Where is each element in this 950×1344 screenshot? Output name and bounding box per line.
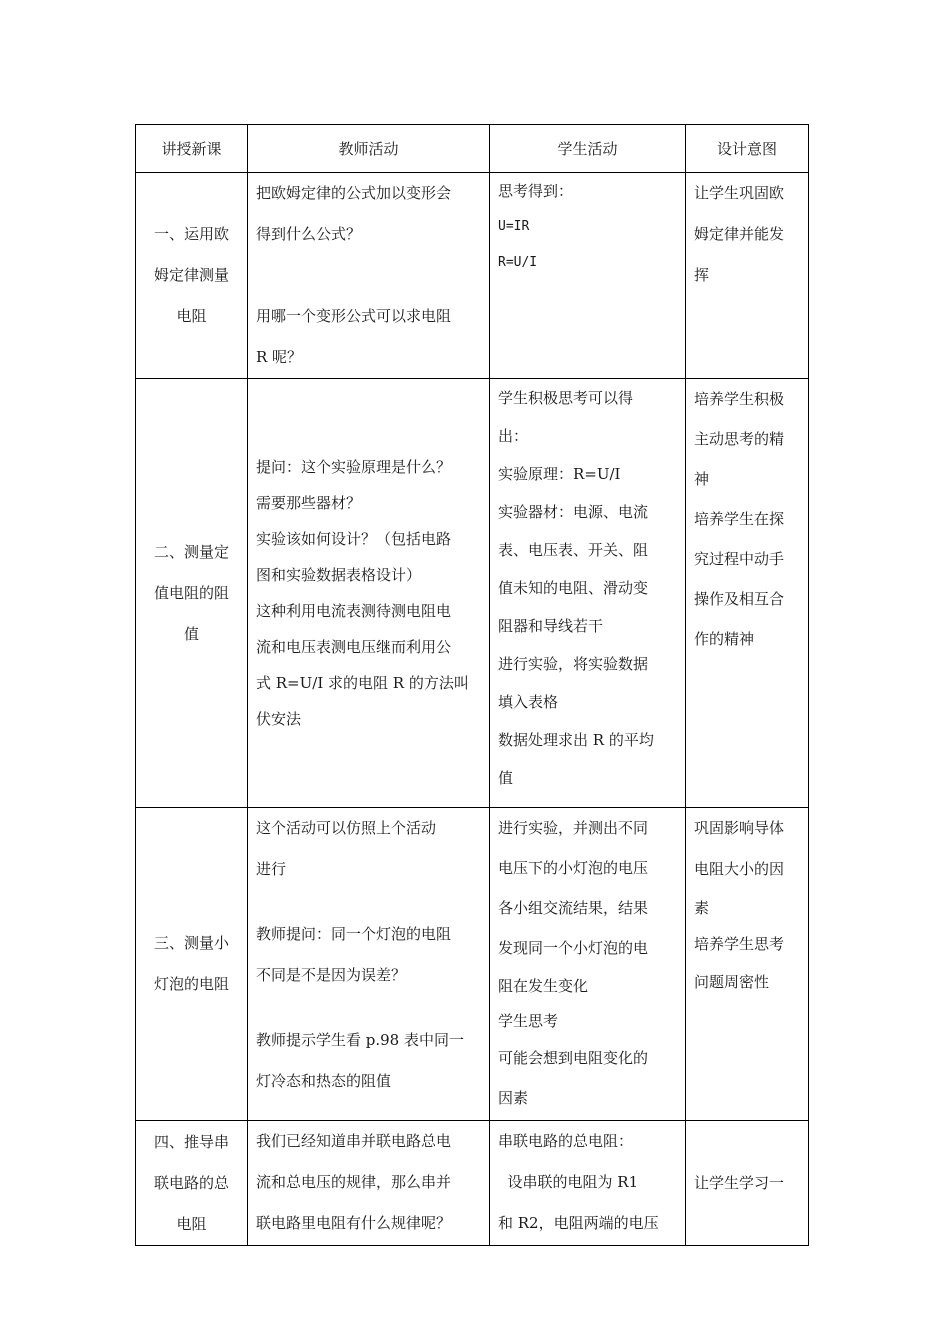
table-row [136,1121,809,1246]
intent-line: 究过程中动手 [694,550,785,568]
section-cell [136,808,248,1121]
teacher-line: 流和电压表测电压继而利用公 [256,638,452,656]
intent-line: 问题周密性 [694,973,770,991]
intent-line: 让学生巩固欧 [694,184,785,202]
teacher-line: 这个活动可以仿照上个活动 [256,819,437,837]
teacher-activity-cell [248,173,490,379]
section-line: 电阻 [176,1214,207,1233]
teacher-line: 图和实验数据表格设计） [256,566,422,584]
student-line: 阻器和导线若干 [498,617,604,635]
student-line: 进行实验，将实验数据 [498,655,649,673]
section-line: 四、推导串 [153,1132,229,1151]
section-line: 姆定律测量 [153,266,229,284]
intent-line: 挥 [694,266,710,284]
student-line: 实验器材：电源、电流 [498,503,649,521]
student-line: U=IR [498,219,530,234]
teacher-line: 伏安法 [256,710,302,728]
student-line: 学生积极思考可以得 [498,389,634,407]
section-cell [136,173,248,379]
teacher-line: 把欧姆定律的公式加以变形会 [256,184,452,202]
intent-line: 电阻大小的因 [694,860,785,878]
design-intent-cell [686,379,809,808]
design-intent-cell [686,1121,809,1246]
intent-line: 作的精神 [694,630,755,648]
student-line: 值未知的电阻、滑动变 [498,579,649,597]
student-line: 表、电压表、开关、阻 [498,541,649,559]
intent-line: 操作及相互合 [694,590,785,608]
teacher-line [256,996,481,1020]
teacher-line [256,890,481,914]
student-line: 可能会想到电阻变化的 [498,1049,649,1067]
teacher-line: R 呢？ [256,348,303,366]
student-activity-cell [490,173,686,379]
teacher-line: 需要那些器材？ [256,494,362,512]
intent-line: 主动思考的精 [694,430,785,448]
section-line: 二、测量定 [153,542,229,561]
lesson-plan-table [135,124,809,1246]
teacher-line: 进行 [256,860,287,878]
teacher-line: 不同是不是因为误差？ [256,966,407,984]
intent-line: 姆定律并能发 [694,225,785,243]
student-line: 串联电路的总电阻： [498,1132,634,1150]
teacher-line [256,255,481,296]
design-intent-cell [686,173,809,379]
teacher-line: 实验该如何设计？（包括电路 [256,530,452,548]
section-cell [136,379,248,808]
teacher-activity-cell [248,1121,490,1246]
section-line: 一、运用欧 [153,225,229,243]
table-header-row [136,125,809,173]
table-row [136,173,809,379]
student-line: 值 [498,769,514,787]
header-design-intent: 设计意图 [686,125,809,173]
intent-line: 培养学生在探 [694,510,785,528]
student-line: 和 R2，电阻两端的电压 [498,1214,659,1232]
student-line: 因素 [498,1089,529,1107]
student-line: 学生思考 [498,1012,559,1030]
intent-line: 素 [694,899,710,917]
header-student-activity: 学生活动 [490,125,686,173]
teacher-line: 流和总电压的规律，那么串并 [256,1173,452,1191]
teacher-line: 教师提示学生看 p.98 表中同一 [256,1031,464,1049]
teacher-line: 联电路里电阻有什么规律呢？ [256,1214,452,1232]
teacher-line: 提问：这个实验原理是什么？ [256,458,452,476]
section-line: 值 [183,624,199,643]
student-line: 填入表格 [498,693,559,711]
student-activity-cell [490,808,686,1121]
student-line: 各小组交流结果，结果 [498,899,649,917]
section-line: 值电阻的阻 [153,583,229,602]
teacher-line: 式 R=U/I 求的电阻 R 的方法叫 [256,674,469,692]
student-line: 出： [498,427,529,445]
student-activity-cell [490,379,686,808]
student-line: 思考得到： [498,182,574,200]
section-line: 联电路的总 [153,1173,229,1192]
teacher-line: 这种利用电流表测待测电阻电 [256,602,452,620]
header-section: 讲授新课 [136,125,248,173]
design-intent-cell [686,808,809,1121]
student-line: R=U/I [498,255,538,270]
header-teacher-activity: 教师活动 [248,125,490,173]
intent-line: 巩固影响导体 [694,819,785,837]
intent-line: 培养学生积极 [694,390,785,408]
section-cell [136,1121,248,1246]
teacher-activity-cell [248,808,490,1121]
section-line: 三、测量小 [153,934,229,952]
teacher-line: 我们已经知道串并联电路总电 [256,1132,452,1150]
student-line: 阻在发生变化 [498,977,589,995]
intent-line: 让学生学习一 [694,1173,785,1192]
section-line: 电阻 [176,307,207,325]
intent-line: 神 [694,470,710,488]
teacher-line: 教师提问：同一个灯泡的电阻 [256,925,452,943]
table-row [136,808,809,1121]
teacher-line: 用哪一个变形公式可以求电阻 [256,307,452,325]
teacher-line: 得到什么公式？ [256,225,362,243]
teacher-line: 灯冷态和热态的阻值 [256,1072,392,1090]
student-line: 设串联的电阻为 R1 [498,1173,639,1191]
section-line: 灯泡的电阻 [153,975,229,993]
student-line: 实验原理：R=U/I [498,465,621,483]
student-line: 进行实验，并测出不同 [498,819,649,837]
intent-line: 培养学生思考 [694,935,785,953]
table-row [136,379,809,808]
teacher-activity-cell [248,379,490,808]
student-line: 发现同一个小灯泡的电 [498,939,649,957]
student-line: 电压下的小灯泡的电压 [498,859,649,877]
student-line: 数据处理求出 R 的平均 [498,731,654,749]
student-activity-cell [490,1121,686,1246]
